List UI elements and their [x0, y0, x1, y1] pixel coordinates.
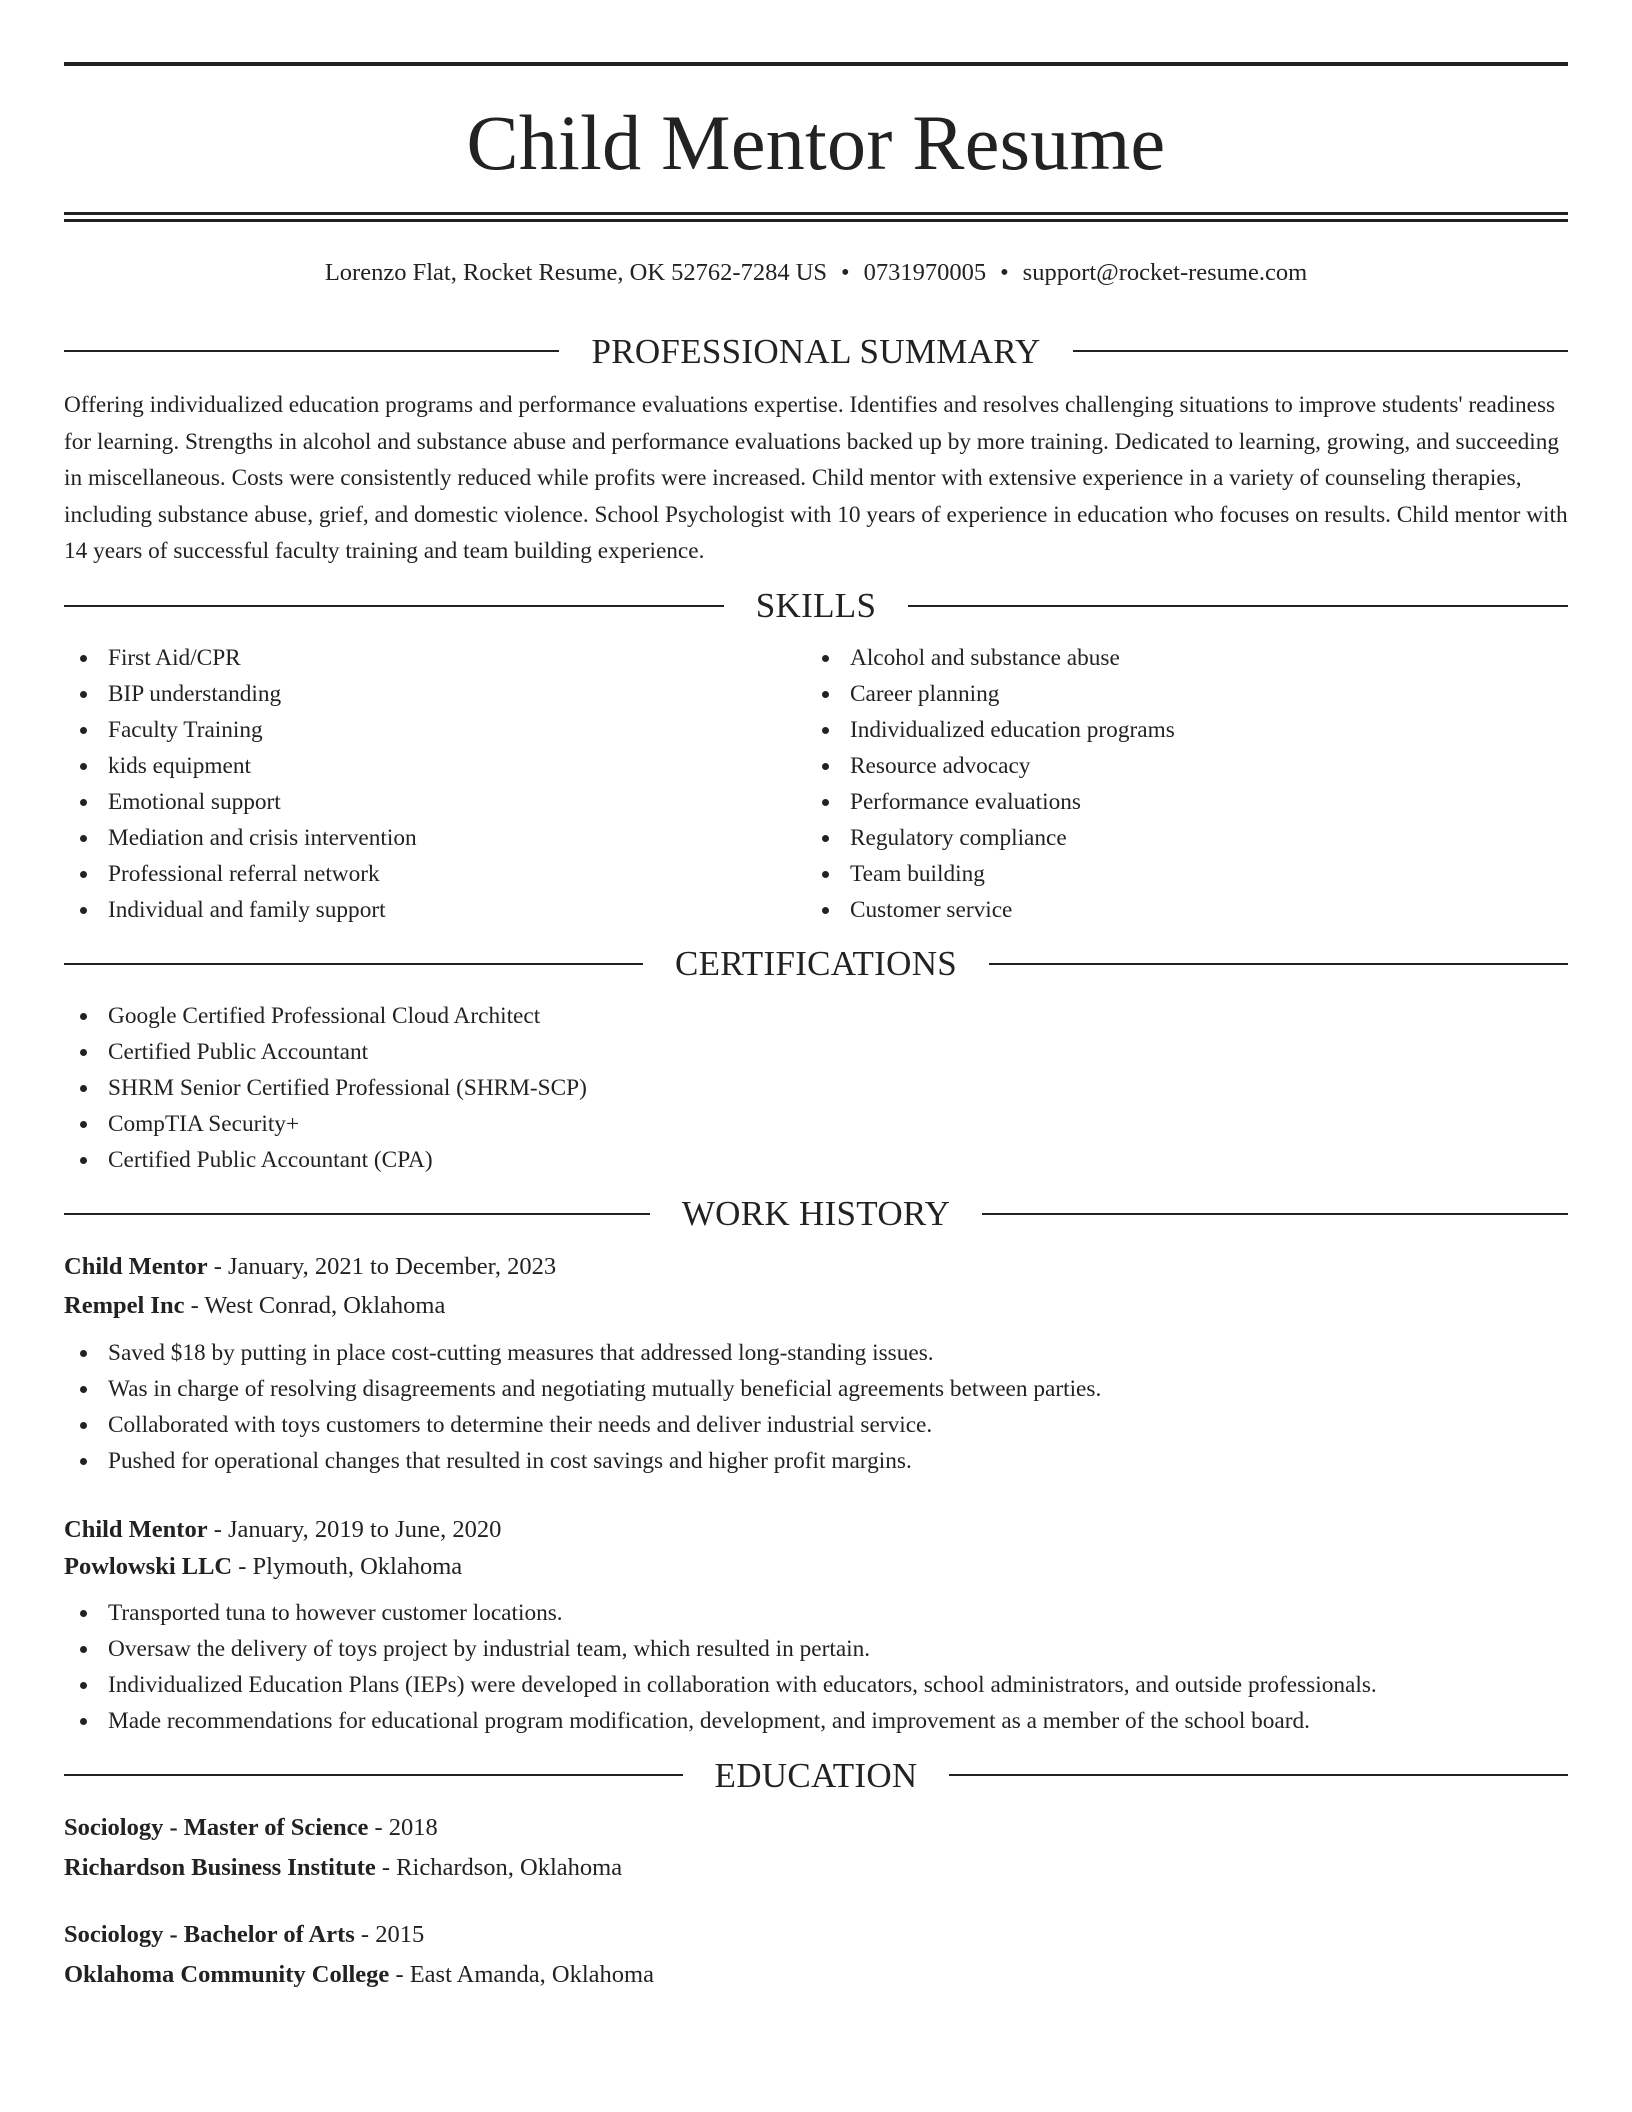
contact-line [64, 258, 1568, 287]
section-header-certifications [64, 944, 1568, 984]
bullet-dot [80, 1013, 87, 1020]
bullet-dot [822, 655, 829, 662]
job-bullet: Individualized Education Plans (IEPs) were developed in collaboration with educators, school administrators, and outside professionals. [64, 1667, 1568, 1703]
bullet-dot [822, 763, 829, 770]
skill-item: Career planning [806, 676, 1548, 712]
contact-separator: • [1000, 259, 1009, 286]
education-entry [64, 1920, 1568, 1989]
job-bullet: Saved $18 by putting in place cost-cutting measures that addressed long-standing issues. [64, 1335, 1568, 1371]
bullet-dot [80, 1049, 87, 1056]
resume-title: Child Mentor Resume [466, 99, 1166, 186]
section-header-education [64, 1755, 1568, 1795]
bullet-dot [822, 799, 829, 806]
bullet-dot [80, 763, 87, 770]
section-rule-left [64, 1213, 650, 1215]
education-location: - East Amanda, Oklahoma [389, 1960, 654, 1988]
contact-separator: • [841, 259, 850, 286]
skill-item: Alcohol and substance abuse [806, 640, 1548, 676]
skill-item: First Aid/CPR [64, 640, 806, 676]
bullet-dot [80, 1386, 87, 1393]
skill-item: Team building [806, 856, 1548, 892]
bullet-dot [822, 835, 829, 842]
section-rule-right [982, 1213, 1568, 1215]
job-title-line [64, 1252, 1568, 1281]
job-company: Powlowski LLC [64, 1553, 233, 1581]
section-rule-left [64, 605, 724, 607]
job-dates: - January, 2021 to December, 2023 [207, 1252, 557, 1280]
job-bullet: Collaborated with toys customers to determine their needs and deliver industrial service. [64, 1407, 1568, 1443]
skill-item: Customer service [806, 892, 1548, 928]
skill-item: Faculty Training [64, 712, 806, 748]
bullet-dot [822, 691, 829, 698]
bullet-dot [80, 1422, 87, 1429]
contact-email[interactable]: support@rocket-resume.com [1022, 259, 1308, 286]
certification-item: SHRM Senior Certified Professional (SHRM-SCP) [64, 1070, 1568, 1106]
bullet-dot [822, 727, 829, 734]
job-entry [64, 1252, 1568, 1479]
section-rule-left [64, 963, 643, 965]
section-title-work: WORK HISTORY [681, 1194, 951, 1234]
job-company-line [64, 1552, 1568, 1581]
summary-text: Offering individualized education programs and performance evaluations expertise. Identifies and resolves challenging situations to improve students' readiness for learning. Strengths in alcohol and substance abuse and performance evaluations backed up by more training. Dedicated to learning, growing, and succeeding in miscellaneous. Costs were consistently reduced while profits were increased. Child mentor with extensive experience in a variety of counseling therapies, including substance abuse, grief, and domestic violence. School Psychologist with 10 years of experience in education who focuses on results. Child mentor with 14 years of successful faculty training and team building experience. [64, 392, 1568, 565]
job-company-line [64, 1291, 1568, 1320]
education-location: - Richardson, Oklahoma [375, 1853, 623, 1881]
skill-item: BIP understanding [64, 676, 806, 712]
skill-item: Regulatory compliance [806, 820, 1548, 856]
bullet-dot [80, 835, 87, 842]
skill-item: Emotional support [64, 784, 806, 820]
skills-list-left [64, 640, 806, 928]
contact-address: Lorenzo Flat, Rocket Resume, OK 52762-7284 US [324, 259, 828, 286]
bullet-dot [80, 727, 87, 734]
bullet-dot [80, 1458, 87, 1465]
job-bullets [64, 1335, 1568, 1479]
resume-content [64, 62, 1568, 1989]
skill-item: Individualized education programs [806, 712, 1548, 748]
job-dates: - January, 2019 to June, 2020 [207, 1515, 502, 1543]
job-location: - Plymouth, Oklahoma [232, 1553, 463, 1581]
section-title-certifications: CERTIFICATIONS [674, 944, 958, 984]
bullet-dot [80, 1121, 87, 1128]
job-title: Child Mentor [64, 1515, 208, 1543]
bullet-dot [80, 907, 87, 914]
bullet-dot [80, 691, 87, 698]
section-title-summary: PROFESSIONAL SUMMARY [591, 331, 1041, 371]
section-rule-left [64, 350, 559, 352]
section-rule-left [64, 1774, 683, 1776]
bullet-dot [80, 1682, 87, 1689]
certification-item: Certified Public Accountant [64, 1034, 1568, 1070]
education-degree-line [64, 1813, 1568, 1842]
job-bullet: Pushed for operational changes that resulted in cost savings and higher profit margins. [64, 1443, 1568, 1479]
section-header-work [64, 1194, 1568, 1234]
section-rule-right [949, 1774, 1568, 1776]
education-school-line [64, 1960, 1568, 1989]
education-degree: Sociology - Master of Science [64, 1814, 369, 1842]
bullet-dot [80, 1718, 87, 1725]
education-school: Oklahoma Community College [64, 1960, 390, 1988]
section-rule-right [1073, 350, 1568, 352]
skills-list-right [806, 640, 1548, 928]
education-degree: Sociology - Bachelor of Arts [64, 1921, 355, 1949]
education-degree-line [64, 1920, 1568, 1949]
skill-item: Resource advocacy [806, 748, 1548, 784]
job-entry [64, 1515, 1568, 1740]
bullet-dot [822, 871, 829, 878]
skills-grid [64, 640, 1568, 928]
bullet-dot [822, 907, 829, 914]
bullet-dot [80, 1610, 87, 1617]
education-entry [64, 1813, 1568, 1882]
job-bullet: Made recommendations for educational program modification, development, and improvement as a member of the school board. [64, 1703, 1568, 1739]
section-header-skills [64, 586, 1568, 626]
job-title: Child Mentor [64, 1252, 208, 1280]
certifications-list [64, 998, 1568, 1178]
contact-phone: 0731970005 [863, 259, 987, 286]
bullet-dot [80, 655, 87, 662]
skill-item: Individual and family support [64, 892, 806, 928]
job-title-line [64, 1515, 1568, 1544]
certification-item: Google Certified Professional Cloud Architect [64, 998, 1568, 1034]
skill-item: Professional referral network [64, 856, 806, 892]
job-bullet: Was in charge of resolving disagreements and negotiating mutually beneficial agreements between parties. [64, 1371, 1568, 1407]
bullet-dot [80, 1350, 87, 1357]
bullet-dot [80, 799, 87, 806]
skill-item: kids equipment [64, 748, 806, 784]
section-rule-right [908, 605, 1568, 607]
bullet-dot [80, 871, 87, 878]
job-bullet: Oversaw the delivery of toys project by industrial team, which resulted in pertain. [64, 1631, 1568, 1667]
bullet-dot [80, 1085, 87, 1092]
top-rule [64, 62, 1568, 66]
certification-item: Certified Public Accountant (CPA) [64, 1142, 1568, 1178]
education-school: Richardson Business Institute [64, 1853, 376, 1881]
section-rule-right [989, 963, 1568, 965]
title-double-rule [64, 212, 1568, 222]
job-location: - West Conrad, Oklahoma [184, 1292, 446, 1320]
certification-item: CompTIA Security+ [64, 1106, 1568, 1142]
section-title-education: EDUCATION [714, 1755, 918, 1795]
job-company: Rempel Inc [64, 1292, 185, 1320]
job-bullets [64, 1595, 1568, 1739]
skill-item: Performance evaluations [806, 784, 1548, 820]
education-year: - 2018 [368, 1814, 438, 1842]
bullet-dot [80, 1646, 87, 1653]
skill-item: Mediation and crisis intervention [64, 820, 806, 856]
job-bullet: Transported tuna to however customer locations. [64, 1595, 1568, 1631]
bullet-dot [80, 1157, 87, 1164]
section-header-summary [64, 331, 1568, 371]
education-year: - 2015 [354, 1921, 425, 1949]
section-title-skills: SKILLS [755, 586, 877, 626]
education-school-line [64, 1853, 1568, 1882]
